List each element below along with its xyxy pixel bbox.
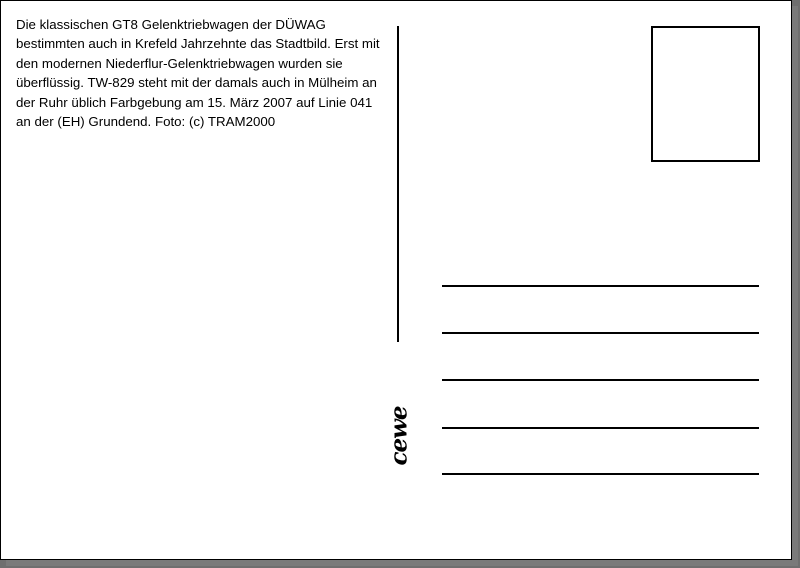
message-text: Die klassischen GT8 Gelenktriebwagen der DÜWAG bestimmten auch in Krefeld Jahrzehnte das Stadtbild. Erst mit den modernen Niederflur-Gelenktriebwagen wurden sie überflüssig. TW-829 steht mit der damals auch in Mülheim an der Ruhr üblich Farbgebung am 15. März 2007 auf Linie 041 an der (EH) Grundend. Foto: (c) TRAM2000 <box>16 17 380 130</box>
address-line <box>442 379 759 381</box>
address-line <box>442 285 759 287</box>
stamp-box <box>651 26 760 162</box>
address-line <box>442 473 759 475</box>
center-divider <box>397 26 399 342</box>
address-line <box>442 427 759 429</box>
brand-logo: cewe <box>385 406 413 466</box>
address-line <box>442 332 759 334</box>
